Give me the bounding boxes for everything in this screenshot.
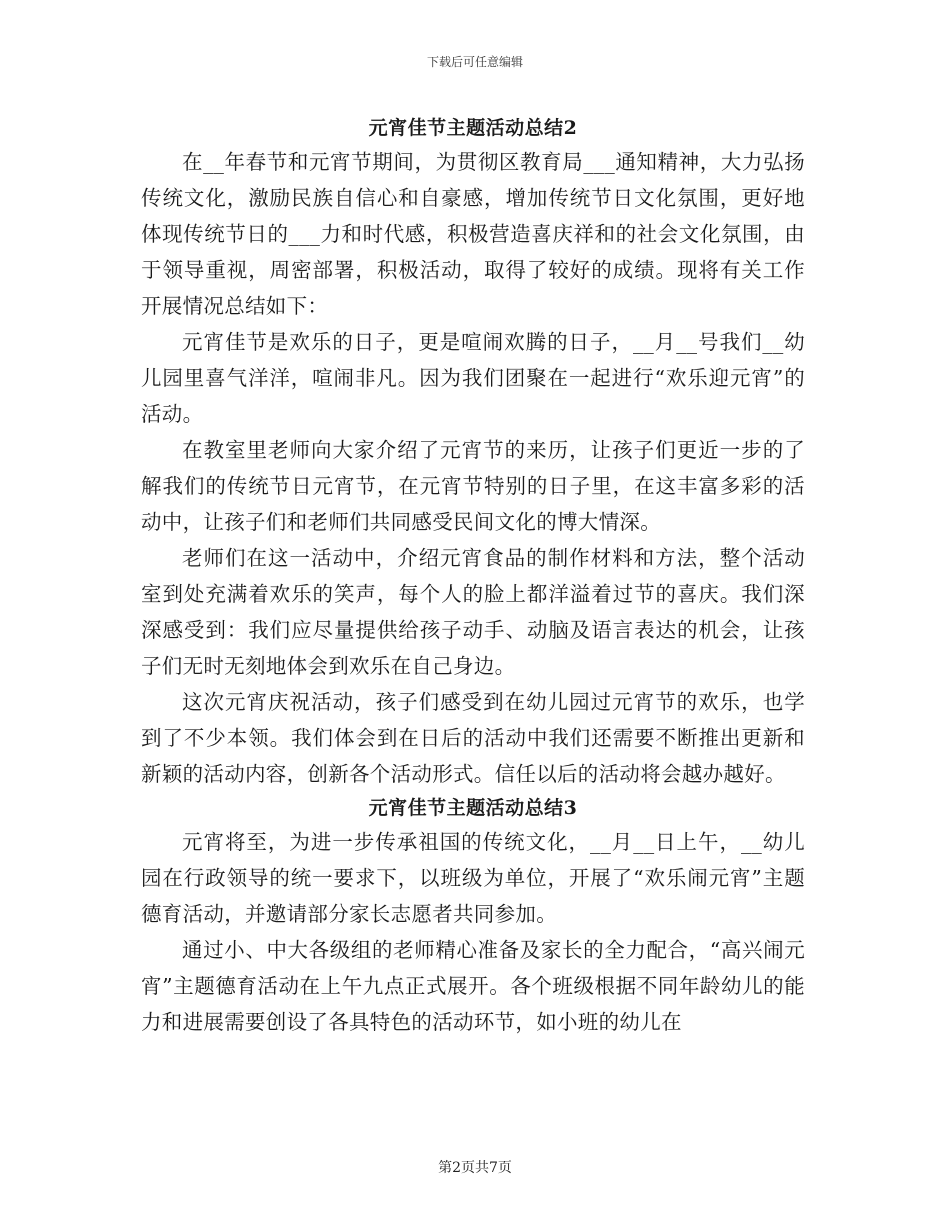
paragraph: 元宵佳节是欢乐的日子，更是喧闹欢腾的日子，__月__号我们__幼儿园里喜气洋洋，喧闹非凡。因为我们团聚在一起进行“欢乐迎元宵”的活动。 bbox=[141, 330, 805, 426]
section-2 bbox=[141, 112, 805, 792]
document-body bbox=[141, 112, 805, 1040]
paragraph: 这次元宵庆祝活动，孩子们感受到在幼儿园过元宵节的欢乐，也学到了不少本领。我们体会到在日后的活动中我们还需要不断推出更新和新颖的活动内容，创新各个活动形式。信任以后的活动将会越办越好。 bbox=[141, 690, 805, 786]
paragraph: 元宵将至，为进一步传承祖国的传统文化，__月__日上午，__幼儿园在行政领导的统一要求下，以班级为单位，开展了“欢乐闹元宵”主题德育活动，并邀请部分家长志愿者共同参加。 bbox=[141, 830, 805, 926]
header-note: 下载后可任意编辑 bbox=[426, 55, 523, 69]
paragraph: 老师们在这一活动中，介绍元宵食品的制作材料和方法，整个活动室到处充满着欢乐的笑声，每个人的脸上都洋溢着过节的喜庆。我们深深感受到：我们应尽量提供给孩子动手、动脑及语言表达的机会，让孩子们无时无刻地体会到欢乐在自己身边。 bbox=[141, 546, 805, 678]
section-title: 元宵佳节主题活动总结2 bbox=[368, 117, 578, 139]
paragraph: 在教室里老师向大家介绍了元宵节的来历，让孩子们更近一步的了解我们的传统节日元宵节，在元宵节特别的日子里，在这丰富多彩的活动中，让孩子们和老师们共同感受民间文化的博大情深。 bbox=[141, 438, 805, 534]
page-footer: 第2页共7页 bbox=[438, 1160, 512, 1176]
paragraph: 在__年春节和元宵节期间，为贯彻区教育局___通知精神，大力弘扬传统文化，激励民族自信心和自豪感，增加传统节日文化氛围，更好地体现传统节日的___力和时代感，积极营造喜庆祥和的社会文化氛围，由于领导重视，周密部署，积极活动，取得了较好的成绩。现将有关工作开展情况总结如下： bbox=[141, 150, 805, 318]
paragraph: 通过小、中大各级组的老师精心准备及家长的全力配合，“高兴闹元宵”主题德育活动在上午九点正式展开。各个班级根据不同年龄幼儿的能力和进展需要创设了各具特色的活动环节，如小班的幼儿在 bbox=[141, 938, 805, 1034]
section-3 bbox=[141, 792, 805, 1040]
section-title: 元宵佳节主题活动总结3 bbox=[368, 797, 578, 819]
